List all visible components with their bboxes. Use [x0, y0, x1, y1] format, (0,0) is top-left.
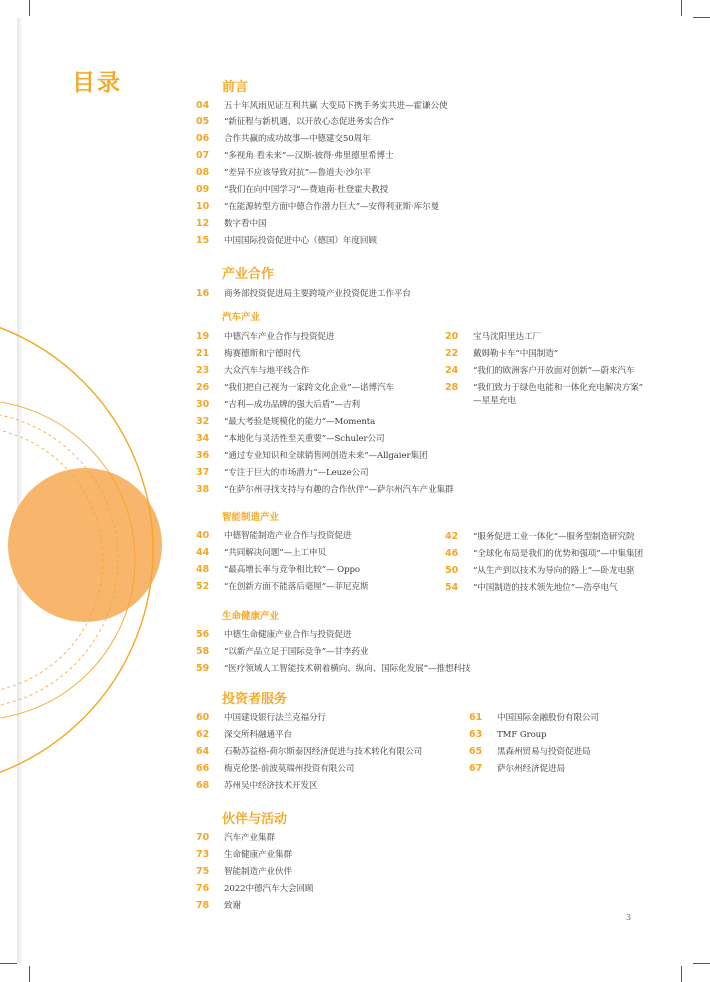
page-ref: 52 — [196, 581, 210, 592]
entry-title: “多视角 看未来”—汉斯-彼得·弗里德里希博士 — [224, 151, 394, 161]
entry-title: “中国制造的技术领先地位”—浩亭电气 — [473, 583, 618, 593]
entry-title: “最高增长率与竞争相比较”— Oppo — [224, 565, 360, 575]
page-ref: 66 — [196, 763, 210, 774]
entry-title: “专注于巨大的市场潜力”—Leuze公司 — [224, 468, 369, 478]
entry-title: “我们的欧洲客户开放面对创新”—蔚来汽车 — [473, 366, 635, 376]
page-ref: 36 — [196, 450, 210, 461]
subsection-title-life: 生命健康产业 — [222, 611, 280, 622]
entry-title: 中国国际投资促进中心（德国）年度回顾 — [224, 236, 377, 246]
entry-title: “共同解决问题”—上工申贝 — [224, 548, 327, 558]
section-title-preface: 前言 — [222, 80, 249, 95]
page-ref: 42 — [445, 531, 459, 542]
page-ref: 61 — [469, 712, 483, 723]
page-ref: 28 — [445, 382, 459, 393]
page-ref: 63 — [469, 729, 483, 740]
entry-title: 戴姆勒卡车“中国制造” — [473, 349, 559, 359]
entry-title: “医疗领域人工智能技术朝着横向、纵向、国际化发展”—推想科技 — [224, 664, 471, 674]
entry-title: “从生产到以技术为导向的路上”—卧龙电驱 — [473, 566, 635, 576]
entry-title: 致谢 — [224, 901, 241, 911]
entry-title: 中德智能制造产业合作与投资促进 — [224, 531, 352, 541]
page-ref: 06 — [196, 133, 210, 144]
entry-title: “本地化与灵活性至关重要”—Schuler公司 — [224, 434, 385, 444]
page-ref: 44 — [196, 547, 210, 558]
page-ref: 70 — [196, 832, 210, 843]
page-ref: 64 — [196, 746, 210, 757]
entry-title: 梅克伦堡-前波莫瑞州投资有限公司 — [224, 764, 355, 774]
page-ref: 78 — [196, 900, 210, 911]
entry-title-line2: —星星充电 — [473, 396, 516, 406]
entry-title: “我们把自己视为一家跨文化企业”—诺博汽车 — [224, 383, 394, 393]
page-ref: 04 — [196, 100, 210, 111]
page-ref: 48 — [196, 564, 210, 575]
section-title-investor: 投资者服务 — [222, 692, 288, 707]
entry-title: 黑森州贸易与投资促进局 — [497, 747, 591, 757]
page-ref: 08 — [196, 167, 210, 178]
page-ref: 50 — [445, 565, 459, 576]
subsection-title-auto: 汽车产业 — [222, 312, 261, 323]
page-ref: 30 — [196, 399, 210, 410]
entry-title: 梅赛德斯和宁德时代 — [224, 349, 301, 359]
section-title-partners: 伙伴与活动 — [222, 812, 288, 827]
entry-title: 智能制造产业伙伴 — [224, 867, 292, 877]
entry-title: 中德汽车产业合作与投资促进 — [224, 332, 335, 342]
entry-title: “吉利—成功品牌的强大后盾”—吉利 — [224, 400, 360, 410]
entry-title: 生命健康产业集群 — [224, 850, 292, 860]
entry-title: “全球化布局是我们的优势和强项”—中集集团 — [473, 549, 643, 559]
page-ref: 34 — [196, 433, 210, 444]
page-ref: 15 — [196, 235, 210, 246]
page-ref: 10 — [196, 201, 210, 212]
entry-title: 宝马沈阳里达工厂 — [473, 332, 541, 342]
page-ref: 59 — [196, 663, 210, 674]
page-ref: 37 — [196, 467, 210, 478]
entry-title: “我们在向中国学习”—费迪南·杜登霍夫教授 — [224, 185, 389, 195]
entry-title: 五十年风雨见证互利共赢 大变局下携手务实共进—霍谦公使 — [224, 101, 448, 111]
entry-title: “服务促进工业一体化”—服务型制造研究院 — [473, 532, 635, 542]
page-ref: 12 — [196, 218, 210, 229]
page-ref: 40 — [196, 530, 210, 541]
page-title: 目录 — [72, 70, 122, 96]
entry-title: TMF Group — [497, 730, 547, 740]
page-ref: 76 — [196, 883, 210, 894]
page-ref: 26 — [196, 382, 210, 393]
page-ref: 23 — [196, 365, 210, 376]
entry-title: “最大考验是规模化的能力”—Momenta — [224, 417, 376, 427]
page-ref: 21 — [196, 348, 210, 359]
page-ref: 60 — [196, 712, 210, 723]
page-ref: 54 — [445, 582, 459, 593]
entry-title: “差异不应该导致对抗”—鲁道夫·沙尔平 — [224, 168, 372, 178]
page-ref: 67 — [469, 763, 483, 774]
page-ref: 24 — [445, 365, 459, 376]
entry-title: “在创新方面不能落后毫厘”—菲尼克斯 — [224, 582, 369, 592]
page-ref: 68 — [196, 780, 210, 791]
entry-title: 中国国际金融股份有限公司 — [497, 713, 599, 723]
page-ref: 56 — [196, 629, 210, 640]
entry-title: 汽车产业集群 — [224, 833, 275, 843]
page-ref: 05 — [196, 116, 210, 127]
entry-title: 数字看中国 — [224, 219, 267, 229]
page-ref: 58 — [196, 646, 210, 657]
subsection-title-smart: 智能制造产业 — [222, 512, 280, 523]
page-ref: 32 — [196, 416, 210, 427]
page-ref: 75 — [196, 866, 210, 877]
page-ref: 73 — [196, 849, 210, 860]
orange-disc — [8, 468, 162, 622]
entry-title: 中德生命健康产业合作与投资促进 — [224, 630, 352, 640]
entry-title: 苏州吴中经济技术开发区 — [224, 781, 318, 791]
entry-title: “在萨尔州寻找支持与有趣的合作伙伴”—萨尔州汽车产业集群 — [224, 485, 454, 495]
entry-title: 合作共赢的成功故事—中德建交50周年 — [224, 134, 371, 144]
section-title-industry: 产业合作 — [222, 267, 275, 282]
entry-title: 商务部投资促进局主要跨境产业投资促进工作平台 — [224, 289, 411, 299]
page-ref: 20 — [445, 331, 459, 342]
entry-title: “以新产品立足于国际竞争”—甘李药业 — [224, 647, 369, 657]
page-ref: 16 — [196, 288, 210, 299]
entry-title: 萨尔州经济促进局 — [497, 764, 565, 774]
page-ref: 46 — [445, 548, 459, 559]
entry-title: “通过专业知识和全球销售网创造未来”—Allgaier集团 — [224, 451, 428, 461]
page-edge-shadow — [17, 18, 23, 963]
entry-title: “在能源转型方面中德合作潜力巨大”—安得利亚斯·库尔曼 — [224, 202, 440, 212]
entry-title: “新征程与新机遇，以开放心态促进务实合作” — [224, 117, 394, 127]
page-ref: 22 — [445, 348, 459, 359]
entry-title: 深交所科融通平台 — [224, 730, 292, 740]
page-ref: 62 — [196, 729, 210, 740]
page-ref: 38 — [196, 484, 210, 495]
entry-title: 2022中德汽车大会回顾 — [224, 884, 314, 894]
entry-title: 中国建设银行法兰克福分行 — [224, 713, 326, 723]
entry-title: “我们致力于绿色电能和一体化充电解决方案” — [473, 383, 643, 393]
page-ref: 09 — [196, 184, 210, 195]
entry-title: 大众汽车与地平线合作 — [224, 366, 309, 376]
page-ref: 19 — [196, 331, 210, 342]
entry-title: 石勒苏益格-荷尔斯泰因经济促进与技术转化有限公司 — [224, 747, 423, 757]
page-ref: 65 — [469, 746, 483, 757]
page-number: 3 — [626, 913, 632, 922]
page-ref: 07 — [196, 150, 210, 161]
